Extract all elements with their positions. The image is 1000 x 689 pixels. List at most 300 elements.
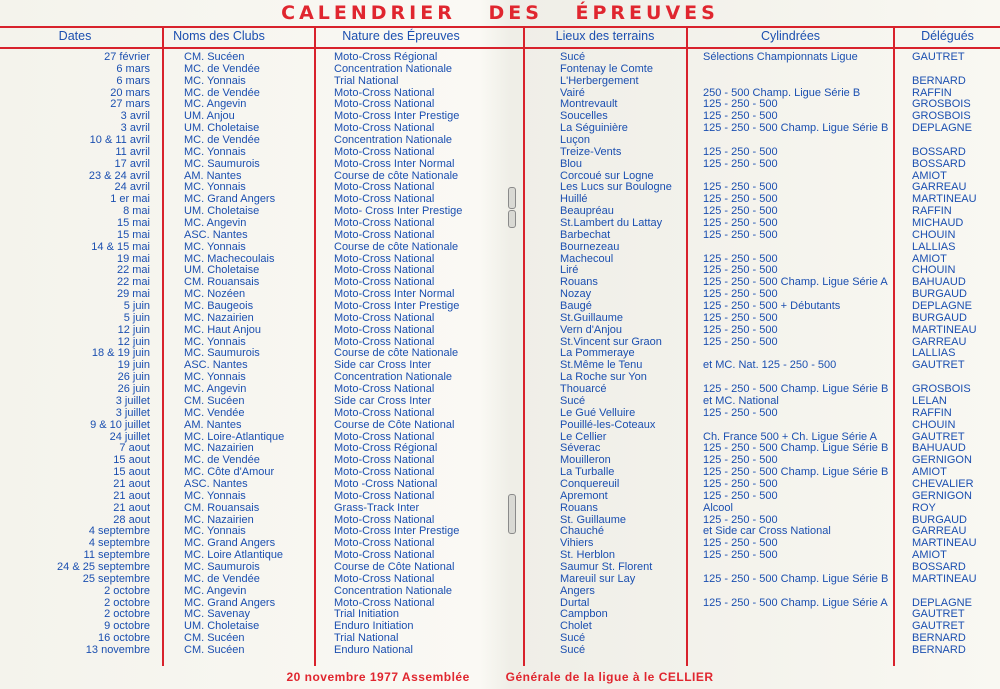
cylindree-cell: 125 - 250 - 500 [703,205,778,218]
club-cell: MC. de Vendée [184,134,260,147]
lieu-cell: L'Herbergement [560,74,639,87]
nature-cell: Trial National [334,632,399,645]
club-cell: MC. Yonnais [184,371,246,384]
nature-cell: Moto-Cross National [334,276,435,289]
nature-cell: Moto-Cross National [334,228,435,241]
club-cell: MC. Saumurois [184,560,260,573]
lieu-cell: St.Vincent sur Graon [560,335,662,348]
club-cell: MC. Angevin [184,584,247,597]
club-cell: MC. Yonnais [184,335,246,348]
date-cell: 16 octobre [98,632,150,645]
date-cell: 4 septembre [88,525,150,538]
date-cell: 22 mai [116,276,150,289]
delegue-cell: MARTINEAU [912,193,977,206]
club-cell: CM. Sucéen [184,632,245,645]
cylindree-cell: 125 - 250 - 500 [703,406,778,419]
date-cell: 14 & 15 mai [91,240,150,253]
delegue-cell [912,586,998,598]
lieu-cell: Rouans [560,501,598,514]
footer-right: Générale de la ligue à le CELLIER [505,670,714,684]
nature-cell: Moto -Cross National [334,477,438,490]
cylindree-cell: et MC. National [703,394,779,407]
delegue-cell: BERNARD [912,74,966,87]
cylindree-cell: 125 - 250 - 500 [703,217,778,230]
lieu-cell: Treize-Vents [560,145,622,158]
lieu-cell: Corcoué sur Logne [560,169,654,182]
lieu-cell: Durtal [560,596,590,609]
delegue-cell: AMIOT [912,549,947,562]
nature-cell: Course de côte Nationale [334,240,459,253]
nature-column [334,52,524,657]
staple [508,210,516,228]
date-cell: 19 juin [117,359,150,372]
nature-cell: Side car Cross Inter [334,394,432,407]
nature-cell: Moto-Cross National [334,252,435,265]
lieu-cell: St.Lambert du Lattay [560,217,663,230]
delegue-cell: LELAN [912,394,947,407]
delegue-cell: CHOUIN [912,228,956,241]
lieu-cell: Liré [560,264,579,277]
club-cell: MC. Loire-Atlantique [184,430,285,443]
cylindree-cell: 125 - 250 - 500 [703,157,778,170]
date-cell: 21 aout [113,477,150,490]
delegue-cell: BURGAUD [912,311,968,324]
club-cell: MC. de Vendée [184,86,260,99]
nature-cell: Moto-Cross Inter Prestige [334,110,460,123]
nature-cell: Moto-Cross National [334,430,435,443]
cylindree-cell: 125 - 250 - 500 [703,513,778,526]
nature-cell: Moto-Cross National [334,311,435,324]
date-cell: 29 mai [116,288,150,301]
cylindree-cell: 125 - 250 - 500 Champ. Ligue Série A [703,596,888,609]
delegue-cell: GERNIGON [912,454,972,467]
lieu-cell: Bournezeau [560,240,620,253]
lieu-cell: Baugé [560,300,592,313]
lieu-cell: Chauché [560,525,605,538]
date-cell: 28 aout [113,513,150,526]
club-cell: MC. de Vendée [184,454,260,467]
cylindree-cell [703,621,898,633]
delegue-cell: AMIOT [912,169,947,182]
club-cell: MC. Grand Angers [184,596,276,609]
nature-cell: Course de Côte National [334,560,455,573]
nature-cell: Moto-Cross National [334,122,435,135]
club-cell: MC. Nozéen [184,288,246,301]
delegue-cell: BAHUAUD [912,276,966,289]
nature-cell: Moto-Cross Inter Prestige [334,525,460,538]
delegue-cell: BOSSARD [912,560,966,573]
delegue-cell: BURGAUD [912,288,968,301]
header-nature: Nature des Épreuves [342,29,460,43]
nature-cell: Moto-Cross Régional [334,51,438,63]
club-cell: MC. Nazairien [184,513,254,526]
delegue-cell: MARTINEAU [912,572,977,585]
club-cell: MC. Baugeois [184,300,254,313]
nature-cell: Concentration Nationale [334,584,453,597]
date-cell: 11 avril [115,145,150,158]
dates-column [12,52,150,657]
date-cell: 21 aout [113,489,150,502]
cylindree-cell: 125 - 250 - 500 Champ. Ligue Série B [703,442,889,455]
club-cell: MC. Yonnais [184,525,246,538]
lieu-cell: Sucé [560,632,586,645]
club-cell: MC. Angevin [184,217,247,230]
nature-cell: Moto-Cross National [334,98,435,111]
delegue-cell: GAUTRET [912,359,965,372]
delegue-cell: GROSBOIS [912,98,971,111]
date-cell: 21 aout [113,501,150,514]
club-cell: CM. Sucéen [184,643,245,656]
nature-cell: Moto-Cross National [334,217,435,230]
date-cell: 20 mars [110,86,150,99]
delegue-cell: MARTINEAU [912,537,977,550]
header-dates: Dates [58,29,92,43]
lieu-cell: Apremont [560,489,608,502]
lieu-cell: Vihiers [560,537,594,550]
date-cell: 5 juin [123,300,150,313]
cylindree-cell: 125 - 250 - 500 [703,537,778,550]
date-cell: 26 juin [117,371,150,384]
cylindree-cell [703,645,898,657]
club-cell: MC. Vendée [184,406,245,419]
footer-note [0,670,1000,684]
nature-cell: Moto-Cross National [334,193,435,206]
cylindree-cell [703,242,898,254]
date-cell: 1 er mai [110,193,150,206]
nature-cell: Moto-Cross Inter Normal [334,157,455,170]
cylindree-cell: 125 - 250 - 500 [703,228,778,241]
lieu-cell: Montrevault [560,98,618,111]
lieu-cell: Soucelles [560,110,608,123]
lieu-cell: Campbon [560,608,608,621]
lieu-cell: Mouilleron [560,454,611,467]
delegue-cell: LALLIAS [912,347,956,360]
nature-cell: Moto-Cross National [334,323,435,336]
lieu-cell: Thouarcé [560,383,607,396]
clubs-column [184,52,314,657]
club-cell: MC. Grand Angers [184,193,276,206]
date-cell: 27 mars [110,98,150,111]
cylindree-cell: 125 - 250 - 500 [703,264,778,277]
footer-left: 20 novembre 1977 Assemblée [286,670,470,684]
cylindree-cell: 125 - 250 - 500 [703,98,778,111]
cylindree-cell: et Side car Cross National [703,525,831,538]
nature-cell: Moto-Cross Inter Prestige [334,300,460,313]
header-top-rule [0,26,1000,28]
date-cell: 6 mars [116,74,150,87]
nature-cell: Concentration Nationale [334,134,453,147]
nature-cell: Moto-Cross National [334,466,435,479]
delegue-cell: CHOUIN [912,264,956,277]
delegue-cell: LALLIAS [912,240,956,253]
club-cell: MC. Loire Atlantique [184,549,284,562]
lieu-cell: La Turballe [560,466,615,479]
lieu-cell: Barbechat [560,228,611,241]
lieu-cell: Luçon [560,134,590,147]
delegue-cell: BERNARD [912,643,966,656]
lieu-cell: Vairé [560,86,585,99]
date-cell: 25 septembre [82,572,150,585]
date-cell: 15 aout [113,454,150,467]
nature-cell: Moto-Cross National [334,383,435,396]
lieu-cell: Blou [560,157,583,170]
lieu-cell: Séverac [560,442,601,455]
nature-cell: Moto- Cross Inter Prestige [334,205,463,218]
nature-cell: Enduro Initiation [334,620,414,633]
club-cell: CM. Rouansais [184,501,260,514]
cylindree-cell: 125 - 250 - 500 [703,110,778,123]
delegue-cell: GARREAU [912,181,967,194]
nature-cell: Course de côte Nationale [334,169,459,182]
delegues-column [912,52,998,657]
cylindree-cell: 125 - 250 - 500 [703,193,778,206]
lieu-cell: Les Lucs sur Boulogne [560,181,672,194]
club-cell: MC. Saumurois [184,157,260,170]
lieu-cell: Beaupréau [560,205,614,218]
cylindree-cell [703,76,898,88]
nature-cell: Trial Initiation [334,608,400,621]
date-cell: 8 mai [123,205,150,218]
cylindree-cell: 125 - 250 - 500 Champ. Ligue Série B [703,383,889,396]
cylindree-cell: Ch. France 500 + Ch. Ligue Série A [703,430,877,443]
delegue-cell: RAFFIN [912,205,952,218]
club-cell: UM. Choletaise [184,122,260,135]
delegue-cell: GAUTRET [912,620,965,633]
cylindree-cell: 125 - 250 - 500 [703,145,778,158]
lieu-cell: La Pommeraye [560,347,635,360]
club-cell: CM. Rouansais [184,276,260,289]
date-cell: 6 mars [116,62,150,75]
delegue-cell: AMIOT [912,466,947,479]
nature-cell: Concentration Nationale [334,371,453,384]
nature-cell: Moto-Cross National [334,537,435,550]
date-cell: 12 juin [117,323,150,336]
date-cell: 11 septembre [83,549,150,562]
nature-cell: Moto-Cross National [334,264,435,277]
cylindrees-column [703,52,898,657]
club-cell: AM. Nantes [184,418,242,431]
lieux-column [560,52,690,657]
nature-cell: Moto-Cross National [334,181,435,194]
delegue-cell: DEPLAGNE [912,122,972,135]
nature-cell: Moto-Cross National [334,406,435,419]
delegue-cell: CHOUIN [912,418,956,431]
club-cell: MC. Angevin [184,383,247,396]
club-cell: MC. Grand Angers [184,537,276,550]
club-cell: MC. Yonnais [184,240,246,253]
delegue-cell: BERNARD [912,632,966,645]
club-cell: CM. Sucéen [184,51,245,63]
delegue-cell: GARREAU [912,525,967,538]
nature-cell: Moto-Cross National [334,145,435,158]
cylindree-cell: 125 - 250 - 500 [703,323,778,336]
date-cell: 17 avril [114,157,150,170]
cylindree-cell: 125 - 250 - 500 [703,335,778,348]
lieu-cell: Sucé [560,394,586,407]
lieu-cell: Sucé [560,643,586,656]
club-cell: MC. Angevin [184,98,247,111]
header-clubs: Noms des Clubs [173,29,265,43]
club-cell: MC. Haut Anjou [184,323,262,336]
lieu-cell: Cholet [560,620,592,633]
cylindree-cell [703,609,898,621]
delegue-cell: DEPLAGNE [912,596,972,609]
nature-cell: Moto-Cross National [334,572,435,585]
lieu-cell: Sucé [560,51,586,63]
date-cell: 2 octobre [104,584,150,597]
nature-cell: Side car Cross Inter [334,359,432,372]
header-delegues: Délégués [921,29,974,43]
club-cell: MC. Nazairien [184,311,254,324]
cylindree-cell: 125 - 250 - 500 [703,311,778,324]
nature-cell: Enduro National [334,643,413,656]
delegue-cell: RAFFIN [912,86,952,99]
delegue-cell: ROY [912,501,936,514]
nature-cell: Moto-Cross National [334,513,435,526]
cylindree-cell: 125 - 250 - 500 Champ. Ligue Série B [703,466,889,479]
delegue-cell: AMIOT [912,252,947,265]
date-cell: 4 septembre [88,537,150,550]
club-cell: MC. Nazairien [184,442,254,455]
column-divider [162,26,164,666]
lieu-cell: Saumur St. Florent [560,560,653,573]
date-cell: 19 mai [116,252,150,265]
club-cell: MC. Yonnais [184,489,246,502]
nature-cell: Moto-Cross National [334,596,435,609]
lieu-cell: Mareuil sur Lay [560,572,636,585]
delegue-cell: MARTINEAU [912,323,977,336]
club-cell: ASC. Nantes [184,359,248,372]
lieu-cell: Rouans [560,276,598,289]
delegue-cell: GAUTRET [912,51,965,63]
nature-cell: Moto-Cross Régional [334,442,438,455]
date-cell: 2 octobre [104,608,150,621]
page-title: CALENDRIER DES ÉPREUVES [281,2,719,24]
lieu-cell: Machecoul [560,252,614,265]
date-cell: 3 juillet [115,394,150,407]
cylindree-cell [703,586,898,598]
date-cell: 3 avril [120,110,150,123]
date-cell: 2 octobre [104,596,150,609]
cylindree-cell: 125 - 250 - 500 [703,181,778,194]
club-cell: ASC. Nantes [184,477,248,490]
date-cell: 22 mai [116,264,150,277]
cylindree-cell: Alcool [703,501,733,514]
lieu-cell: Huillé [560,193,588,206]
lieu-cell: Conquereuil [560,477,620,490]
date-cell: 24 juillet [109,430,150,443]
cylindree-cell: 125 - 250 - 500 + Débutants [703,300,841,313]
lieu-cell: Fontenay le Comte [560,62,653,75]
delegue-cell: GAUTRET [912,430,965,443]
lieu-cell: Le Cellier [560,430,607,443]
column-divider [314,26,316,666]
cylindree-cell: 125 - 250 - 500 Champ. Ligue Série B [703,122,889,135]
date-cell: 9 & 10 juillet [90,418,150,431]
cylindree-cell [703,64,898,76]
date-cell: 13 novembre [85,643,150,656]
club-cell: UM. Anjou [184,110,235,123]
club-cell: MC. de Vendée [184,572,260,585]
date-cell: 24 & 25 septembre [57,560,150,573]
lieu-cell: St.Même le Tenu [560,359,643,372]
club-cell: UM. Choletaise [184,205,260,218]
staple [508,494,516,534]
delegue-cell: BAHUAUD [912,442,966,455]
date-cell: 7 aout [119,442,150,455]
lieu-cell: Pouillé-les-Coteaux [560,418,656,431]
lieu-cell: Nozay [560,288,592,301]
cylindree-cell: Sélections Championnats Ligue [703,51,858,63]
cylindree-cell [703,633,898,645]
delegue-cell: MICHAUD [912,217,964,230]
club-cell: MC. Machecoulais [184,252,275,265]
date-cell: 9 octobre [104,620,150,633]
lieu-cell: Angers [560,584,595,597]
nature-cell: Course de Côte National [334,418,455,431]
date-cell: 15 mai [116,217,150,230]
nature-cell: Trial National [334,74,399,87]
nature-cell: Moto-Cross National [334,489,435,502]
delegue-cell: GARREAU [912,335,967,348]
club-cell: MC. Saumurois [184,347,260,360]
delegue-cell: BOSSARD [912,157,966,170]
date-cell: 18 & 19 juin [91,347,150,360]
nature-cell: Course de côte Nationale [334,347,459,360]
nature-cell: Moto-Cross Inter Normal [334,288,455,301]
club-cell: UM. Choletaise [184,620,260,633]
date-cell: 27 février [104,51,150,63]
lieu-cell: Le Gué Velluire [560,406,636,419]
date-cell: 12 juin [117,335,150,348]
delegue-cell: GROSBOIS [912,383,971,396]
club-cell: MC. Yonnais [184,74,246,87]
date-cell: 26 juin [117,383,150,396]
header-bottom-rule [0,47,1000,49]
delegue-cell: GAUTRET [912,608,965,621]
lieu-cell: La Séguinière [560,122,628,135]
delegue-cell: CHEVALIER [912,477,974,490]
cylindree-cell: 125 - 250 - 500 [703,549,778,562]
date-cell: 3 avril [120,122,150,135]
nature-cell: Moto-Cross National [334,454,435,467]
lieu-cell: Vern d'Anjou [560,323,623,336]
cylindree-cell: 125 - 250 - 500 Champ. Ligue Série A [703,276,888,289]
delegue-cell: GERNIGON [912,489,972,502]
delegue-cell: BURGAUD [912,513,968,526]
date-cell: 24 avril [114,181,150,194]
date-cell: 15 aout [113,466,150,479]
nature-cell: Moto-Cross National [334,335,435,348]
date-cell: 23 & 24 avril [88,169,150,182]
club-cell: UM. Choletaise [184,264,260,277]
delegue-cell: RAFFIN [912,406,952,419]
cylindree-cell: 125 - 250 - 500 [703,489,778,502]
cylindree-cell: 125 - 250 - 500 [703,454,778,467]
header-lieux: Lieux des terrains [555,29,655,43]
cylindree-cell: 125 - 250 - 500 [703,288,778,301]
lieu-cell: St. Herblon [560,549,616,562]
club-cell: MC. Yonnais [184,181,246,194]
date-cell: 10 & 11 avril [89,134,150,147]
delegue-cell: BOSSARD [912,145,966,158]
lieu-cell: La Roche sur Yon [560,371,647,384]
cylindree-cell [703,420,898,432]
date-cell: 5 juin [123,311,150,324]
delegue-cell: GROSBOIS [912,110,971,123]
date-cell: 15 mai [116,228,150,241]
cylindree-cell: 125 - 250 - 500 Champ. Ligue Série B [703,572,889,585]
